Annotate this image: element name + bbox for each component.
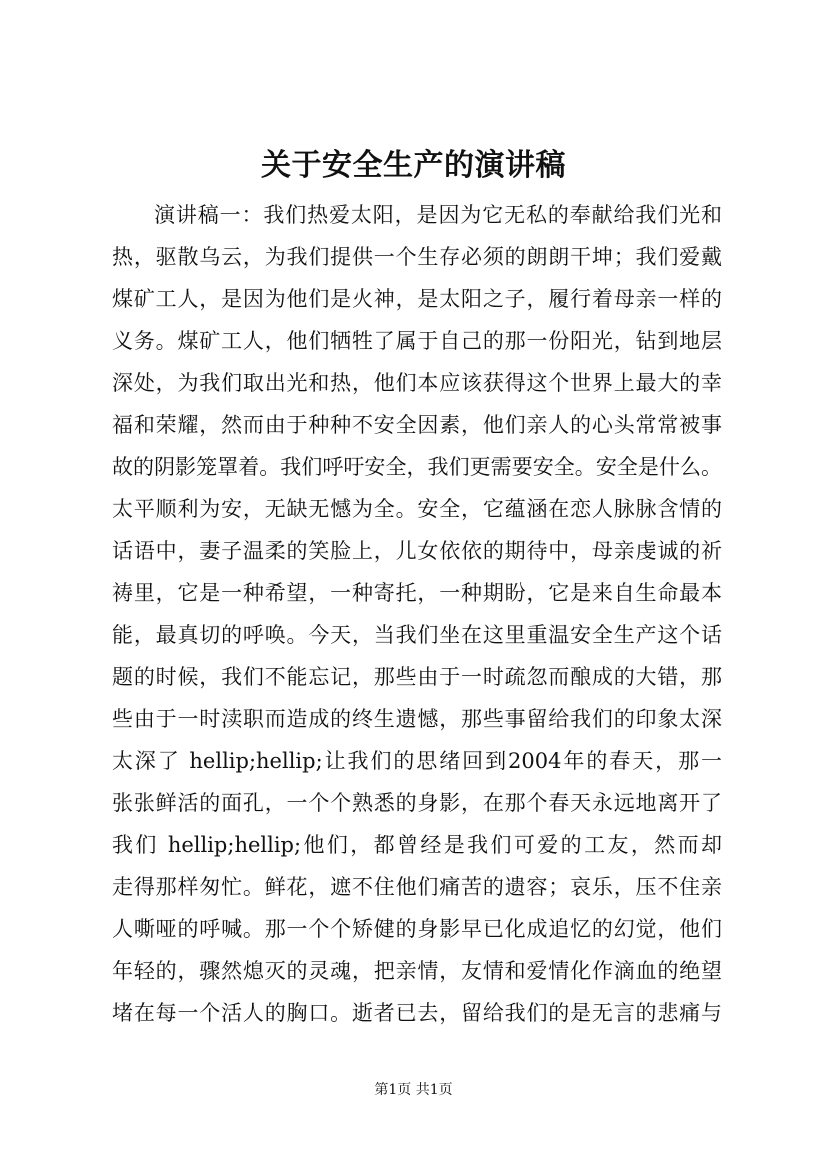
text-line: 我们 hellip;hellip;他们，都曾经是我们可爱的工友，然而却 <box>112 833 722 857</box>
text-line: 演讲稿一：我们热爱太阳，是因为它无私的奉献给我们光和 <box>154 203 722 227</box>
text-line: 福和荣耀，然而由于种种不安全因素，他们亲人的心头常常被事 <box>112 413 722 437</box>
text-line: 太深了 hellip;hellip;让我们的思绪回到2004年的春天，那一 <box>112 749 722 773</box>
text-line: 祷里，它是一种希望，一种寄托，一种期盼，它是来自生命最本 <box>112 581 722 605</box>
text-line: 堵在每一个活人的胸口。逝者已去，留给我们的是无言的悲痛与 <box>112 1001 722 1025</box>
text-line: 话语中，妻子温柔的笑脸上，儿女依依的期待中，母亲虔诚的祈 <box>112 539 722 563</box>
page-title: 关于安全生产的演讲稿 <box>261 148 566 183</box>
text-line: 些由于一时渎职而造成的终生遗憾，那些事留给我们的印象太深 <box>112 707 722 731</box>
text-line: 煤矿工人，是因为他们是火神，是太阳之子，履行着母亲一样的 <box>112 287 722 311</box>
text-line: 义务。煤矿工人，他们牺牲了属于自己的那一份阳光，钻到地层 <box>112 329 722 353</box>
text-line: 张张鲜活的面孔，一个个熟悉的身影，在那个春天永远地离开了 <box>112 791 722 815</box>
text-line: 故的阴影笼罩着。我们呼吁安全，我们更需要安全。安全是什么。 <box>112 455 722 479</box>
text-line: 年轻的，骤然熄灭的灵魂，把亲情，友情和爱情化作滴血的绝望 <box>112 959 722 983</box>
speech-body <box>112 194 722 1054</box>
text-line: 深处，为我们取出光和热，他们本应该获得这个世界上最大的幸 <box>112 371 722 395</box>
text-line: 能，最真切的呼唤。今天，当我们坐在这里重温安全生产这个话 <box>112 623 722 647</box>
page-number-footer: 第1页 共1页 <box>374 1082 453 1098</box>
text-line: 人嘶哑的呼喊。那一个个矫健的身影早已化成追忆的幻觉，他们 <box>112 917 722 941</box>
text-line: 太平顺利为安，无缺无憾为全。安全，它蕴涵在恋人脉脉含情的 <box>112 497 722 521</box>
text-line: 热，驱散乌云，为我们提供一个生存必须的朗朗干坤；我们爱戴 <box>112 245 722 269</box>
text-line: 走得那样匆忙。鲜花，遮不住他们痛苦的遗容；哀乐，压不住亲 <box>112 875 722 899</box>
text-line: 题的时候，我们不能忘记，那些由于一时疏忽而酿成的大错，那 <box>112 665 722 689</box>
